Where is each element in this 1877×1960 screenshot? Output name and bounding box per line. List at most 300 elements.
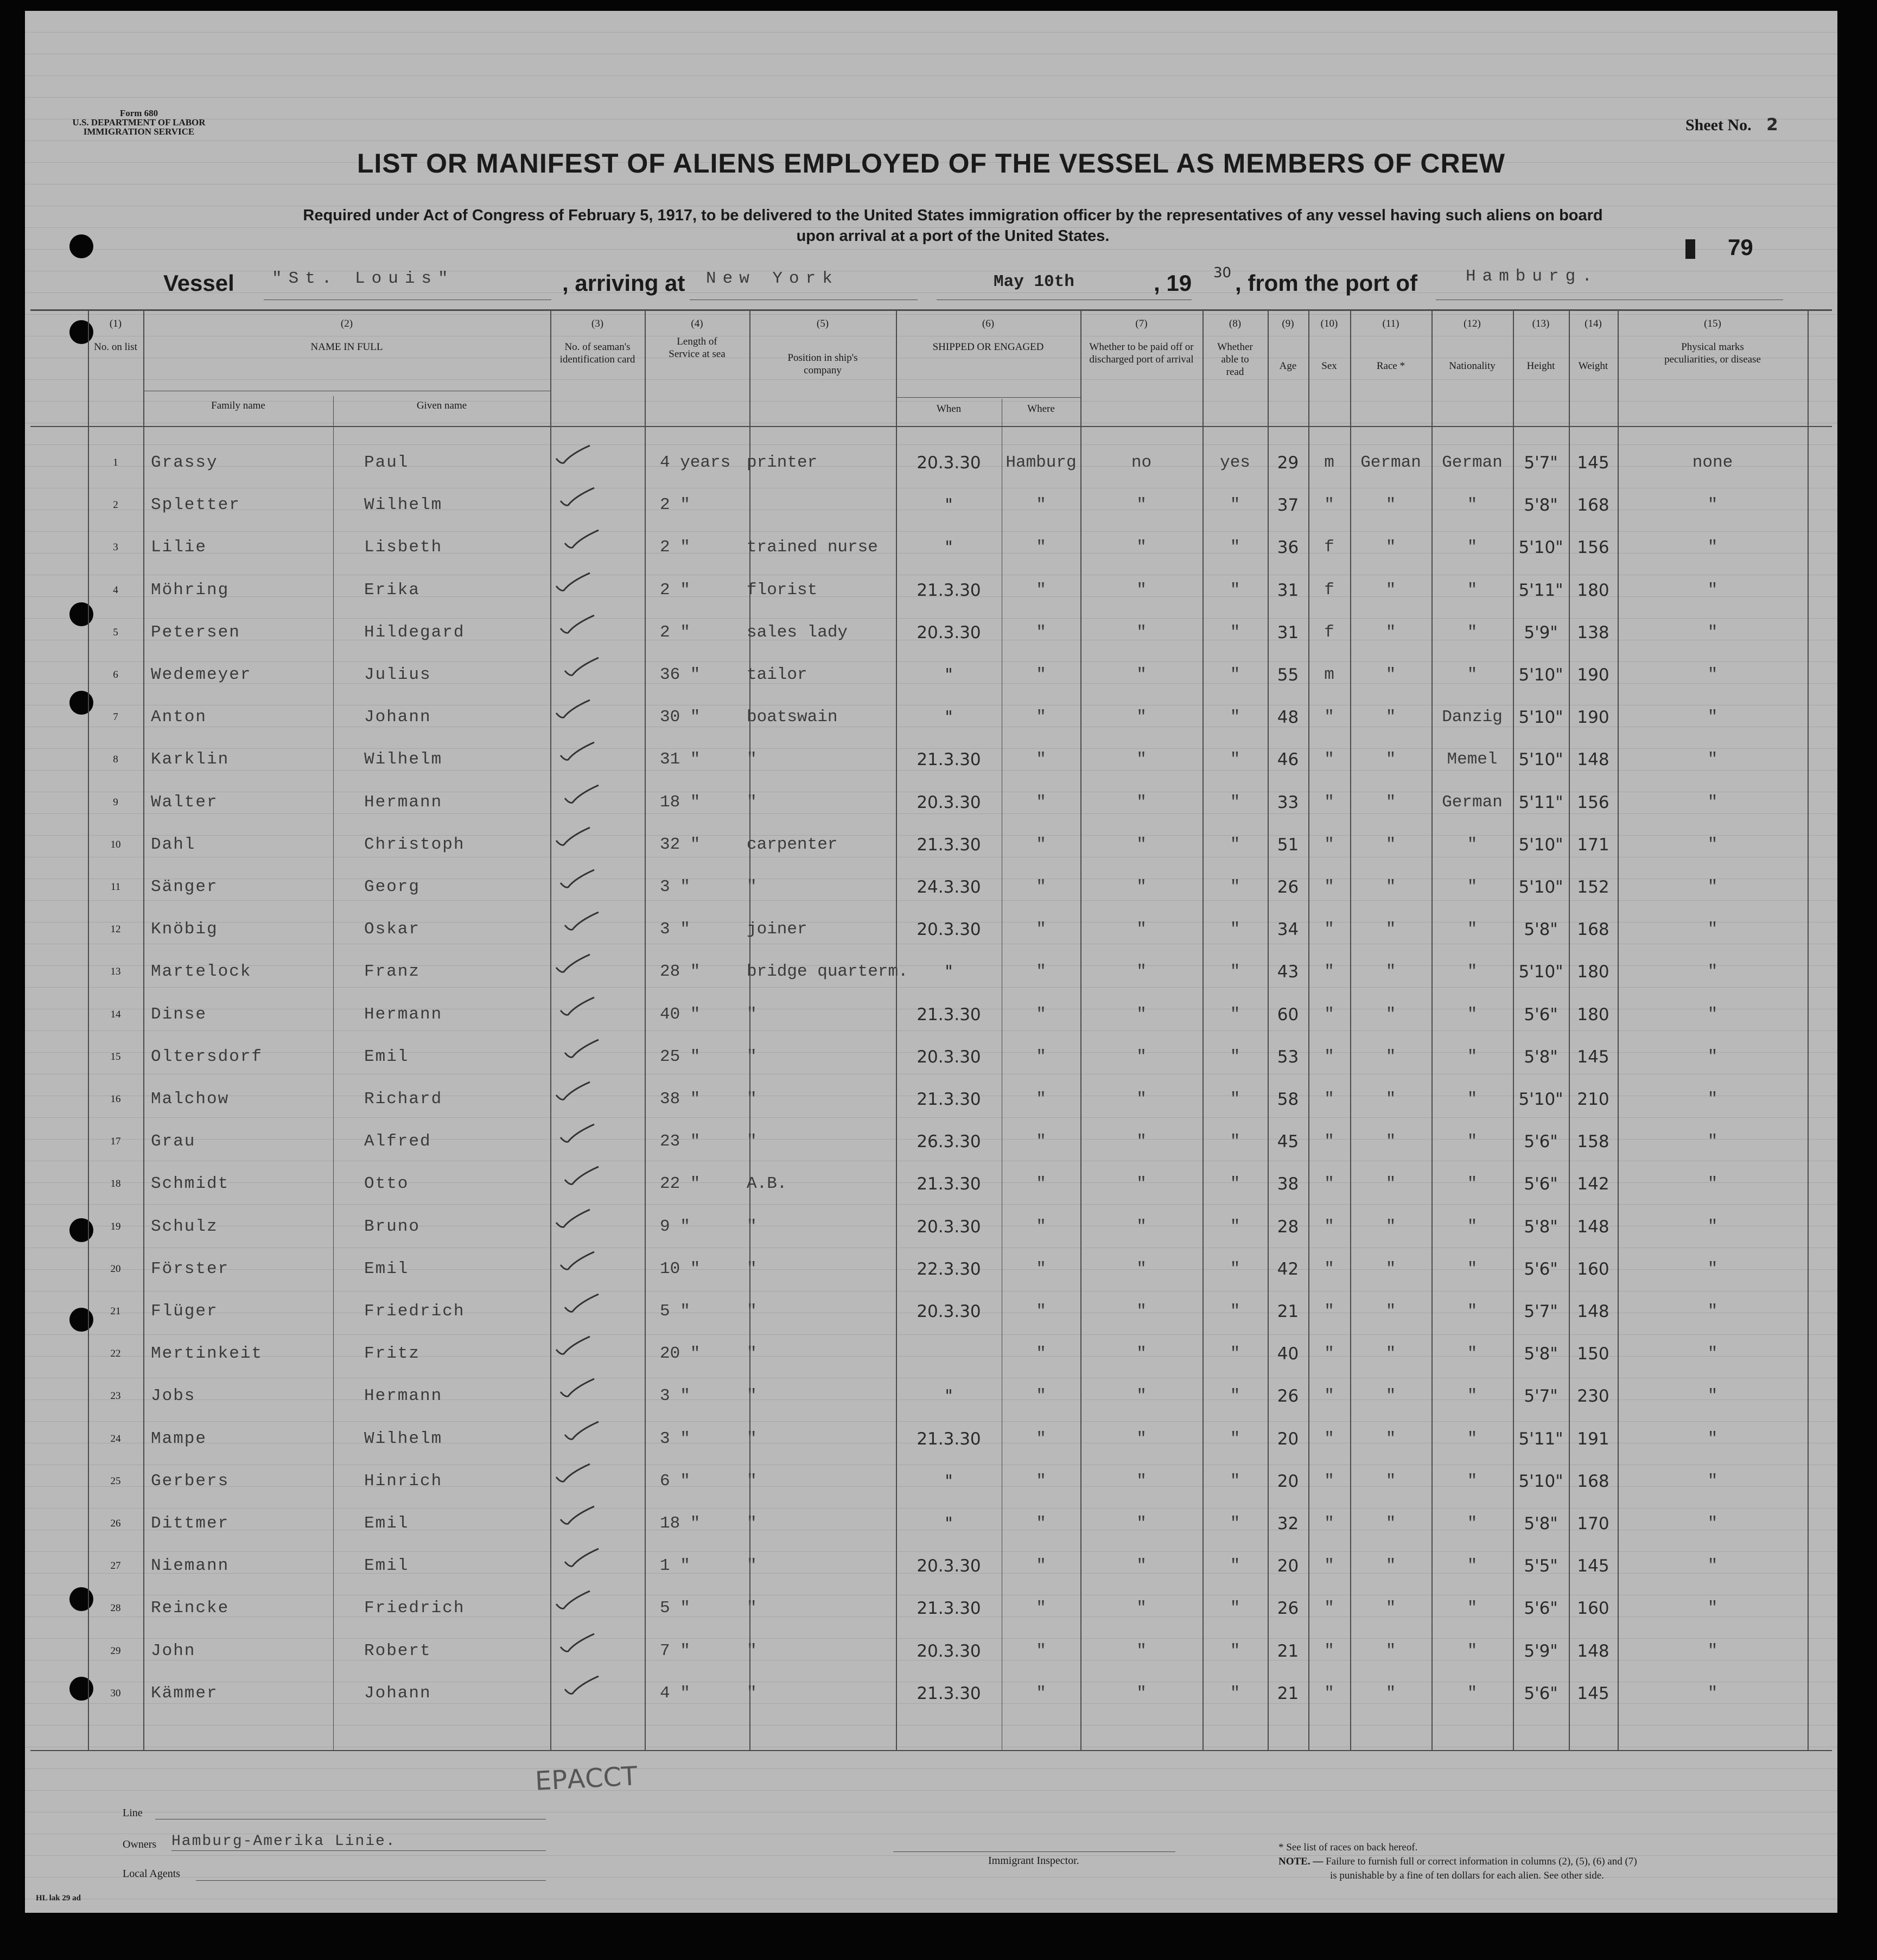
cell-read: "	[1230, 1386, 1240, 1406]
note-text-2: is punishable by a fine of ten dollars for each alien. See other side.	[1330, 1870, 1604, 1881]
cell-race: "	[1385, 1556, 1396, 1576]
cell-race: "	[1385, 920, 1396, 939]
sheet-number-value: 2	[1766, 115, 1778, 135]
col-header-given: Given name	[416, 400, 467, 411]
cell-when: "	[945, 495, 953, 516]
cell-read: "	[1230, 962, 1240, 982]
cell-when: "	[945, 708, 953, 728]
cell-sex: "	[1324, 962, 1334, 982]
cell-position: "	[747, 1004, 757, 1024]
cell-height: 5'9"	[1524, 1641, 1558, 1661]
cell-race: "	[1385, 665, 1396, 684]
cell-read: "	[1230, 495, 1240, 515]
cell-race: "	[1385, 708, 1396, 727]
cell-where: "	[1036, 1174, 1046, 1194]
cell-weight: 191	[1577, 1429, 1609, 1449]
cell-no: 16	[110, 1093, 121, 1105]
cell-height: 5'8"	[1524, 1344, 1558, 1364]
year-suffix: 30	[1213, 265, 1232, 281]
cell-weight: 156	[1577, 538, 1609, 558]
cell-given: Georg	[364, 877, 421, 896]
cell-given: Emil	[364, 1556, 409, 1576]
cell-given: Franz	[364, 962, 421, 982]
cell-nationality: German	[1442, 453, 1503, 472]
cell-where: "	[1036, 538, 1046, 557]
cell-height: 5'7"	[1524, 453, 1558, 473]
cell-no: 30	[110, 1687, 121, 1699]
cell-height: 5'8"	[1524, 1047, 1558, 1067]
cell-family: Flüger	[151, 1302, 218, 1321]
cell-position: printer	[747, 453, 818, 472]
col-label: Age	[1279, 360, 1297, 372]
cell-weight: 180	[1577, 962, 1609, 982]
cell-family: Petersen	[151, 622, 240, 642]
cell-paid: "	[1136, 877, 1147, 896]
cell-race: "	[1385, 622, 1396, 642]
check-mark-icon	[563, 1420, 601, 1441]
form-code: HL lak 29 ad	[36, 1894, 81, 1902]
crew-table	[25, 11, 1837, 1802]
cell-given: Johann	[364, 708, 431, 727]
cell-read: "	[1230, 1090, 1240, 1109]
check-mark-icon	[554, 952, 592, 974]
rule	[196, 1880, 546, 1881]
cell-no: 9	[113, 796, 118, 808]
form-number: Form 680	[119, 108, 158, 118]
check-mark-icon	[554, 1334, 592, 1356]
cell-marks: "	[1707, 1599, 1718, 1618]
cell-height: 5'9"	[1524, 622, 1558, 642]
cell-service: 3 "	[660, 1386, 690, 1406]
cell-service: 10 "	[660, 1259, 701, 1278]
cell-when: 21.3.30	[917, 750, 981, 770]
cell-race: "	[1385, 1090, 1396, 1109]
cell-family: Dittmer	[151, 1514, 230, 1533]
cell-where: "	[1036, 962, 1046, 982]
cell-race: "	[1385, 1429, 1396, 1448]
cell-family: Grassy	[151, 453, 218, 472]
cell-weight: 180	[1577, 580, 1609, 600]
cell-nationality: "	[1467, 1641, 1478, 1660]
cell-given: Richard	[364, 1090, 443, 1109]
cell-read: "	[1230, 622, 1240, 642]
cell-family: Mertinkeit	[151, 1344, 263, 1364]
cell-position: "	[747, 1599, 757, 1618]
col-num: (9)	[1282, 318, 1294, 329]
cell-age: 58	[1277, 1090, 1299, 1109]
cell-position: florist	[747, 580, 818, 600]
cell-service: 3 "	[660, 877, 690, 896]
col-num: (14)	[1585, 318, 1602, 329]
check-mark-icon	[558, 868, 596, 889]
col-num: (1)	[109, 318, 122, 329]
cell-no: 5	[113, 626, 118, 638]
cell-given: Wilhelm	[364, 1429, 443, 1448]
cell-given: Hildegard	[364, 622, 465, 642]
cell-paid: "	[1136, 1174, 1147, 1194]
cell-race: "	[1385, 835, 1396, 854]
stamp-number: 79	[1728, 234, 1753, 260]
cell-when: 20.3.30	[917, 1556, 981, 1576]
cell-given: Fritz	[364, 1344, 421, 1364]
cell-marks: "	[1707, 1302, 1718, 1321]
cell-when: 20.3.30	[917, 1641, 981, 1661]
cell-marks: "	[1707, 835, 1718, 854]
check-mark-icon	[563, 910, 601, 932]
cell-paid: "	[1136, 1047, 1147, 1066]
col-num: (13)	[1532, 318, 1550, 329]
cell-marks: "	[1707, 622, 1718, 642]
cell-where: "	[1036, 1471, 1046, 1491]
cell-service: 28 "	[660, 962, 701, 982]
cell-sex: f	[1324, 580, 1334, 600]
cell-where: "	[1036, 1090, 1046, 1109]
cell-no: 21	[110, 1306, 121, 1317]
owners-label: Owners	[123, 1838, 157, 1850]
cell-sex: "	[1324, 1344, 1334, 1364]
cell-sex: "	[1324, 877, 1334, 896]
cell-given: Julius	[364, 665, 431, 684]
cell-height: 5'10"	[1518, 962, 1563, 982]
cell-position: "	[747, 1344, 757, 1364]
races-note: * See list of races on back hereof.	[1278, 1842, 1418, 1853]
cell-nationality: "	[1467, 1302, 1478, 1321]
cell-given: Hermann	[364, 1004, 443, 1024]
col-label: Position in ship's company	[787, 352, 858, 376]
cell-paid: "	[1136, 1004, 1147, 1024]
cell-when: 21.3.30	[917, 1174, 981, 1194]
cell-read: "	[1230, 1683, 1240, 1703]
from-port: Hamburg.	[1466, 267, 1599, 286]
col-num: (6)	[982, 318, 995, 329]
check-mark-icon	[558, 1122, 596, 1144]
cell-when: 21.3.30	[917, 580, 981, 600]
col-label: Sex	[1321, 360, 1337, 372]
col-label: NAME IN FULL	[310, 341, 383, 353]
cell-service: 6 "	[660, 1471, 690, 1491]
cell-marks: "	[1707, 1132, 1718, 1151]
cell-position: bridge quarterm.	[747, 962, 908, 982]
cell-nationality: "	[1467, 1556, 1478, 1576]
cell-when: 21.3.30	[917, 835, 981, 855]
cell-nationality: "	[1467, 1429, 1478, 1448]
cell-paid: "	[1136, 1599, 1147, 1618]
cell-given: Emil	[364, 1047, 409, 1066]
cell-height: 5'6"	[1524, 1132, 1558, 1152]
cell-height: 5'10"	[1518, 877, 1563, 897]
cell-height: 5'8"	[1524, 920, 1558, 940]
cell-weight: 156	[1577, 792, 1609, 812]
cell-race: "	[1385, 538, 1396, 557]
col-num: (7)	[1135, 318, 1148, 329]
cell-nationality: "	[1467, 538, 1478, 557]
cell-no: 8	[113, 754, 118, 766]
cell-given: Emil	[364, 1514, 409, 1533]
cell-paid: "	[1136, 920, 1147, 939]
col-label: SHIPPED OR ENGAGED	[932, 341, 1044, 353]
cell-height: 5'5"	[1524, 1556, 1558, 1576]
cell-read: "	[1230, 1004, 1240, 1024]
cell-weight: 160	[1577, 1599, 1609, 1619]
cell-age: 26	[1277, 1386, 1299, 1407]
cell-height: 5'6"	[1524, 1004, 1558, 1024]
cell-height: 5'11"	[1518, 792, 1563, 812]
cell-given: Lisbeth	[364, 538, 443, 557]
cell-height: 5'11"	[1518, 1429, 1563, 1449]
handwritten-annotation: ЕРАССТ	[534, 1761, 638, 1797]
cell-family: Oltersdorf	[151, 1047, 263, 1066]
cell-nationality: "	[1467, 1047, 1478, 1066]
cell-read: "	[1230, 538, 1240, 557]
cell-family: Lilie	[151, 538, 207, 557]
cell-read: "	[1230, 665, 1240, 684]
cell-paid: "	[1136, 1302, 1147, 1321]
cell-position: "	[747, 1514, 757, 1533]
cell-no: 4	[113, 584, 118, 596]
cell-no: 25	[110, 1475, 121, 1487]
inspector-label: Immigrant Inspector.	[988, 1855, 1079, 1867]
cell-service: 4 "	[660, 1683, 690, 1703]
cell-position: "	[747, 1471, 757, 1491]
cell-family: John	[151, 1641, 196, 1660]
cell-given: Bruno	[364, 1217, 421, 1236]
check-mark-icon	[554, 1589, 592, 1611]
cell-family: Reincke	[151, 1599, 230, 1618]
from-port-label: , from the port of	[1235, 270, 1417, 296]
cell-where: "	[1036, 665, 1046, 684]
cell-no: 12	[110, 924, 121, 936]
check-mark-icon	[558, 613, 596, 635]
cell-sex: "	[1324, 1047, 1334, 1066]
cell-given: Christoph	[364, 835, 465, 854]
cell-service: 5 "	[660, 1599, 690, 1618]
cell-given: Friedrich	[364, 1302, 465, 1321]
cell-marks: "	[1707, 708, 1718, 727]
cell-service: 36 "	[660, 665, 701, 684]
cell-nationality: "	[1467, 580, 1478, 600]
check-mark-icon	[558, 1377, 596, 1398]
cell-where: "	[1036, 877, 1046, 896]
cell-where: "	[1036, 1259, 1046, 1278]
cell-position: "	[747, 1132, 757, 1151]
cell-marks: "	[1707, 1641, 1718, 1660]
cell-nationality: "	[1467, 962, 1478, 982]
cell-read: "	[1230, 1429, 1240, 1448]
check-mark-icon	[563, 783, 601, 805]
cell-weight: 145	[1577, 1683, 1609, 1703]
cell-where: "	[1036, 1047, 1046, 1066]
cell-where: "	[1036, 1556, 1046, 1576]
cell-nationality: "	[1467, 622, 1478, 642]
cell-sex: "	[1324, 1132, 1334, 1151]
cell-when: 21.3.30	[917, 1599, 981, 1619]
cell-weight: 145	[1577, 1047, 1609, 1067]
cell-service: 30 "	[660, 708, 701, 727]
col-num: (11)	[1382, 318, 1399, 329]
check-mark-icon	[554, 1080, 592, 1102]
cell-nationality: "	[1467, 1004, 1478, 1024]
cell-sex: "	[1324, 1683, 1334, 1703]
cell-nationality: German	[1442, 792, 1503, 812]
cell-age: 32	[1277, 1514, 1299, 1533]
cell-age: 21	[1277, 1683, 1299, 1703]
cell-when: 22.3.30	[917, 1259, 981, 1279]
cell-paid: "	[1136, 538, 1147, 557]
cell-service: 18 "	[660, 1514, 701, 1533]
cell-where: "	[1036, 1302, 1046, 1321]
col-num: (10)	[1320, 318, 1338, 329]
cell-nationality: "	[1467, 1683, 1478, 1703]
col-header-where: Where	[1027, 403, 1055, 415]
cell-when: "	[945, 962, 953, 982]
cell-no: 26	[110, 1518, 121, 1529]
check-mark-icon	[554, 571, 592, 593]
cell-service: 20 "	[660, 1344, 701, 1364]
cell-given: Otto	[364, 1174, 409, 1194]
cell-given: Wilhelm	[364, 750, 443, 769]
cell-position: "	[747, 1090, 757, 1109]
col-num: (2)	[340, 318, 353, 329]
cell-service: 23 "	[660, 1132, 701, 1151]
cell-given: Wilhelm	[364, 495, 443, 515]
cell-marks: "	[1707, 920, 1718, 939]
cell-where: "	[1036, 622, 1046, 642]
cell-family: Kämmer	[151, 1683, 218, 1703]
cell-given: Hermann	[364, 792, 443, 812]
cell-when: "	[945, 665, 953, 685]
cell-age: 26	[1277, 1599, 1299, 1619]
cell-family: Dinse	[151, 1004, 207, 1024]
cell-paid: "	[1136, 665, 1147, 684]
page-title: LIST OR MANIFEST OF ALIENS EMPLOYED OF THE VESSEL AS MEMBERS OF CREW	[357, 148, 1506, 179]
cell-sex: "	[1324, 1514, 1334, 1533]
cell-height: 5'8"	[1524, 495, 1558, 516]
cell-height: 5'8"	[1524, 1514, 1558, 1533]
cell-age: 21	[1277, 1302, 1299, 1321]
cell-family: Martelock	[151, 962, 252, 982]
cell-marks: "	[1707, 792, 1718, 812]
cell-sex: "	[1324, 835, 1334, 854]
cell-service: 32 "	[660, 835, 701, 854]
cell-weight: 171	[1577, 835, 1609, 855]
cell-age: 45	[1277, 1132, 1299, 1152]
cell-race: "	[1385, 1047, 1396, 1066]
cell-race: "	[1385, 1514, 1396, 1533]
cell-age: 42	[1277, 1259, 1299, 1279]
cell-height: 5'6"	[1524, 1683, 1558, 1703]
cell-given: Hinrich	[364, 1471, 443, 1491]
cell-given: Erika	[364, 580, 421, 600]
year-prefix: , 19	[1154, 270, 1192, 296]
cell-position: "	[747, 1259, 757, 1278]
arriving-port: New York	[706, 269, 839, 288]
cell-service: 3 "	[660, 920, 690, 939]
col-label: Height	[1526, 360, 1555, 372]
cell-race: "	[1385, 1641, 1396, 1660]
cell-where: "	[1036, 1429, 1046, 1448]
cell-no: 10	[110, 838, 121, 850]
cell-where: "	[1036, 580, 1046, 600]
check-mark-icon	[558, 486, 596, 507]
cell-height: 5'10"	[1518, 1090, 1563, 1109]
cell-service: 2 "	[660, 495, 690, 515]
cell-no: 18	[110, 1178, 121, 1190]
check-mark-icon	[554, 443, 592, 465]
cell-where: "	[1036, 835, 1046, 854]
cell-age: 31	[1277, 622, 1299, 642]
cell-marks: "	[1707, 665, 1718, 684]
col-label: Length of Service at sea	[669, 336, 726, 360]
cell-height: 5'8"	[1524, 1217, 1558, 1237]
manifest-sheet	[25, 11, 1837, 1913]
cell-sex: "	[1324, 1302, 1334, 1321]
cell-position: A.B.	[747, 1174, 787, 1194]
check-mark-icon	[563, 1547, 601, 1568]
cell-paid: "	[1136, 1259, 1147, 1278]
cell-weight: 190	[1577, 708, 1609, 728]
cell-sex: "	[1324, 1556, 1334, 1576]
cell-no: 22	[110, 1348, 121, 1360]
cell-given: Robert	[364, 1641, 431, 1660]
cell-weight: 190	[1577, 665, 1609, 685]
cell-service: 1 "	[660, 1556, 690, 1576]
cell-age: 33	[1277, 792, 1299, 812]
cell-paid: no	[1131, 453, 1152, 472]
cell-race: German	[1360, 453, 1421, 472]
cell-height: 5'10"	[1518, 538, 1563, 558]
cell-race: "	[1385, 1386, 1396, 1406]
cell-weight: 168	[1577, 495, 1609, 516]
cell-no: 3	[113, 542, 118, 553]
note-text-1: Failure to furnish full or correct information in columns (2), (5), (6) and (7)	[1326, 1856, 1637, 1867]
cell-read: "	[1230, 1174, 1240, 1194]
cell-age: 20	[1277, 1556, 1299, 1576]
cell-when: 20.3.30	[917, 792, 981, 812]
cell-race: "	[1385, 1302, 1396, 1321]
cell-marks: "	[1707, 1090, 1718, 1109]
cell-no: 27	[110, 1560, 121, 1572]
cell-race: "	[1385, 1132, 1396, 1151]
cell-paid: "	[1136, 1132, 1147, 1151]
cell-position: tailor	[747, 665, 807, 684]
cell-marks: "	[1707, 538, 1718, 557]
cell-family: Dahl	[151, 835, 196, 854]
cell-nationality: "	[1467, 1514, 1478, 1533]
cell-paid: "	[1136, 1556, 1147, 1576]
cell-marks: "	[1707, 877, 1718, 896]
cell-race: "	[1385, 1471, 1396, 1491]
cell-paid: "	[1136, 1683, 1147, 1703]
cell-service: 3 "	[660, 1429, 690, 1448]
line-label: Line	[123, 1807, 143, 1819]
cell-sex: "	[1324, 708, 1334, 727]
cell-weight: 170	[1577, 1514, 1609, 1533]
cell-race: "	[1385, 1344, 1396, 1364]
cell-nationality: "	[1467, 1471, 1478, 1491]
cell-no: 15	[110, 1051, 121, 1062]
cell-sex: "	[1324, 1471, 1334, 1491]
cell-when: 20.3.30	[917, 1302, 981, 1321]
check-mark-icon	[563, 1038, 601, 1059]
cell-marks: "	[1707, 1429, 1718, 1448]
cell-family: Möhring	[151, 580, 230, 600]
cell-weight: 148	[1577, 1217, 1609, 1237]
cell-read: "	[1230, 1641, 1240, 1660]
cell-height: 5'10"	[1518, 750, 1563, 770]
cell-marks: "	[1707, 1004, 1718, 1024]
cell-paid: "	[1136, 750, 1147, 769]
cell-no: 2	[113, 499, 118, 511]
